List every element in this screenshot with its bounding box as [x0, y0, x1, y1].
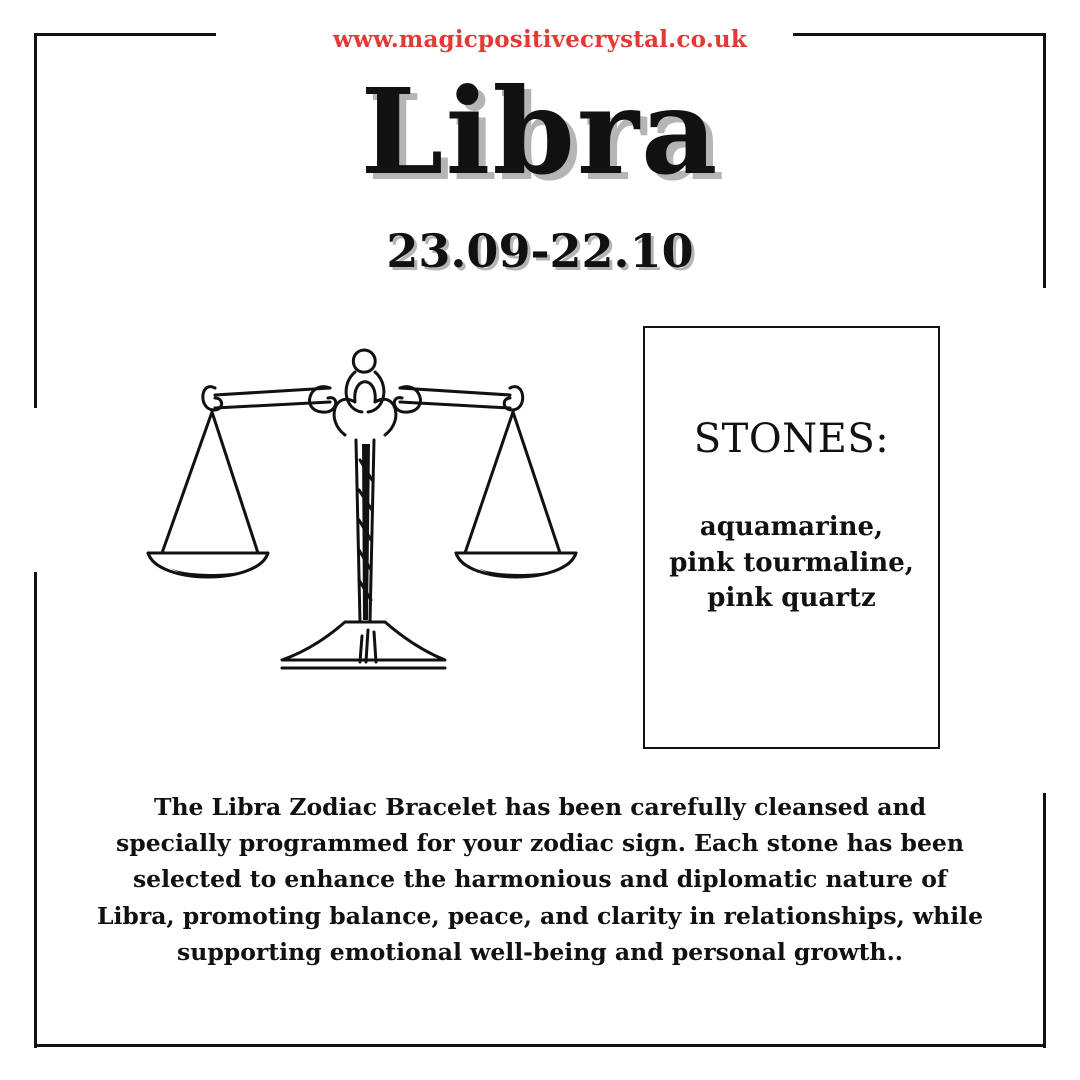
stone-item: aquamarine, [699, 512, 884, 542]
stone-item: pink tourmaline, [669, 547, 914, 578]
website-url[interactable]: www.magicpositivecrystal.co.uk [333, 26, 747, 53]
libra-scales-icon [140, 340, 590, 680]
description-text: The Libra Zodiac Bracelet has been carefully cleansed and specially programmed for your zodiac sign. Each stone has been selected to enhance the harmonious and diplomatic nature of Libra, promoting balance, peace, and clarity in relationships, while supporting emotional well-being and personal growth.. [96, 793, 984, 966]
page-title: Libra [360, 62, 720, 201]
frame-bottom [34, 1044, 1046, 1047]
stones-list [641, 510, 942, 617]
frame-left-lower [34, 572, 37, 1048]
date-range: 23.09-22.10 [386, 224, 694, 278]
stone-item: pink quartz [707, 583, 876, 614]
stones-heading: STONES: [693, 416, 890, 462]
stones-panel [643, 326, 940, 749]
frame-right-lower [1043, 793, 1046, 1048]
